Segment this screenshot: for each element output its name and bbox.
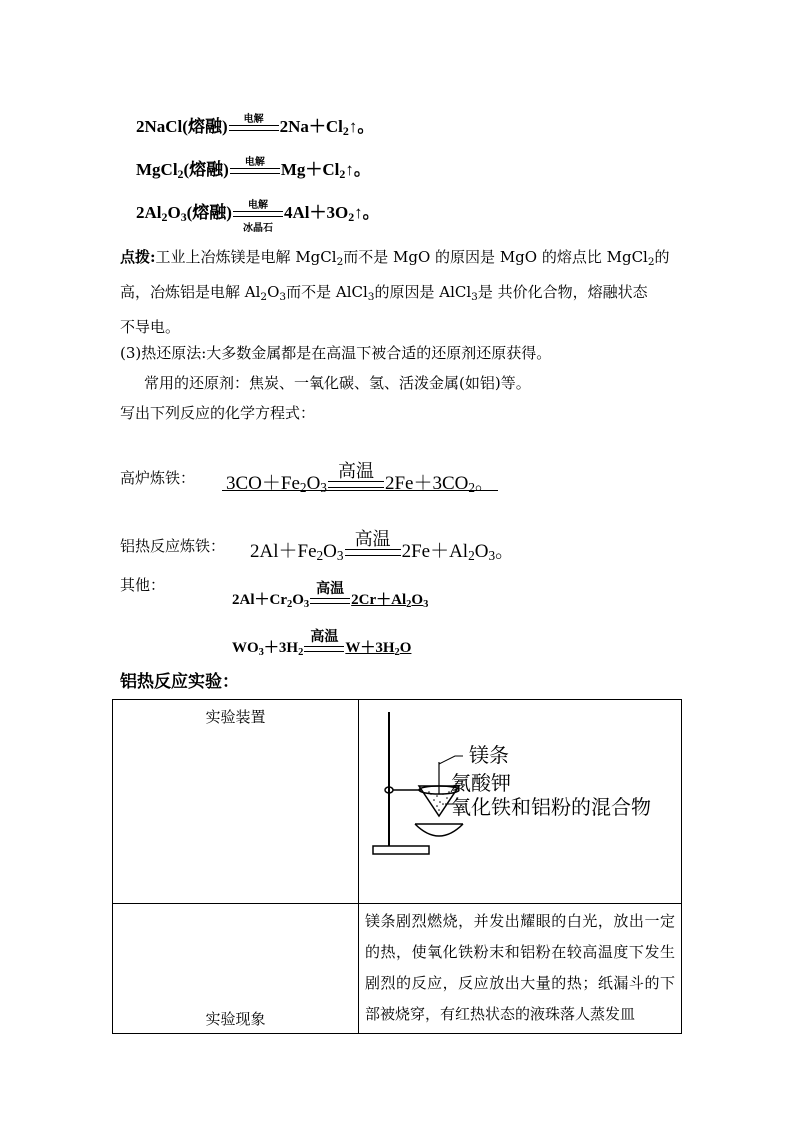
apparatus-image-cell <box>359 700 682 904</box>
equation-nacl: 2NaCl(熔融) 电解 $2Na+Cl_2↑$。 <box>136 114 375 138</box>
phenomenon-text-cell: 镁条剧烈燃烧，并发出耀眼的白光，放出一定的热，使氧化铁粉末和铝粉在较高温度下发生剧烈的反应，反应放出大量的热；纸漏斗的下部被烧穿，有红热状态的液珠落人蒸发皿 <box>359 904 682 1034</box>
table-row <box>113 904 682 1034</box>
reaction-arrow: 高温 <box>304 646 344 652</box>
blast-furnace-label: 高炉炼铁： <box>120 469 196 487</box>
equation-al2o3: $2Al_2O_3$(熔融) 电解 冰晶石 $4Al+3O_2↑$。 <box>136 200 380 235</box>
reaction-arrow: 电解 <box>229 125 279 131</box>
blast-furnace-equation: $3CO+Fe_2O_3$ 高温 $2Fe+3CO_2$。 <box>226 461 495 495</box>
thermite-iron-label: 铝热反应炼铁： <box>120 537 226 555</box>
thermite-apparatus-diagram <box>359 700 681 896</box>
reaction-arrow: 高温 <box>345 549 401 556</box>
label-potassium-chlorate: 氯酸钾 <box>451 771 511 795</box>
underline <box>222 490 498 491</box>
label-magnesium: 镁条 <box>469 743 509 767</box>
others-equation-2: $WO_3+3H_2$ 高温 $W+3H_2O$ <box>232 629 412 658</box>
experiment-table <box>112 699 682 1034</box>
apparatus-label-cell: 实验装置 <box>113 700 359 904</box>
section-3: (3)热还原法:大多数金属都是在高温下被合适的还原剂还原获得。 常用的还原剂：焦炭、一氧化碳、氢、活泼金属(如铝)等。 写出下列反应的化学方程式： <box>120 344 552 422</box>
phenomenon-label-cell: 实验现象 <box>113 904 359 1034</box>
others-label: 其他： <box>120 576 166 594</box>
reaction-arrow: 高温 <box>310 598 350 604</box>
experiment-heading: 铝热反应实验： <box>120 672 239 692</box>
tip-paragraph: 点拨:工业上冶炼镁是电解 MgCl$_2$而不是 MgO 的原因是 MgO 的熔点比 MgCl$_2$的 高，冶炼铝是电解 $Al_2O_3$而不是 AlCl$_3$的原因是 AlCl$_3$是 共价化合物，熔融状态 不导电。 <box>120 248 670 336</box>
thermite-iron-equation: $2Al+Fe_2O_3$ 高温 $2Fe+Al_2O_3$。 <box>250 529 515 563</box>
reaction-arrow: 高温 <box>328 481 384 488</box>
reaction-arrow: 电解 <box>230 168 280 174</box>
label-mixture: 氧化铁和铝粉的混合物 <box>451 795 651 819</box>
reaction-arrow: 电解 冰晶石 <box>233 211 283 217</box>
others-equation-1: $2Al+Cr_2O_3$ 高温 $2Cr+Al_2O_3$ <box>232 581 429 610</box>
equation-mgcl2: MgCl$_2$(熔融) 电解 $Mg+Cl_2↑$。 <box>136 157 371 181</box>
table-row <box>113 700 682 904</box>
